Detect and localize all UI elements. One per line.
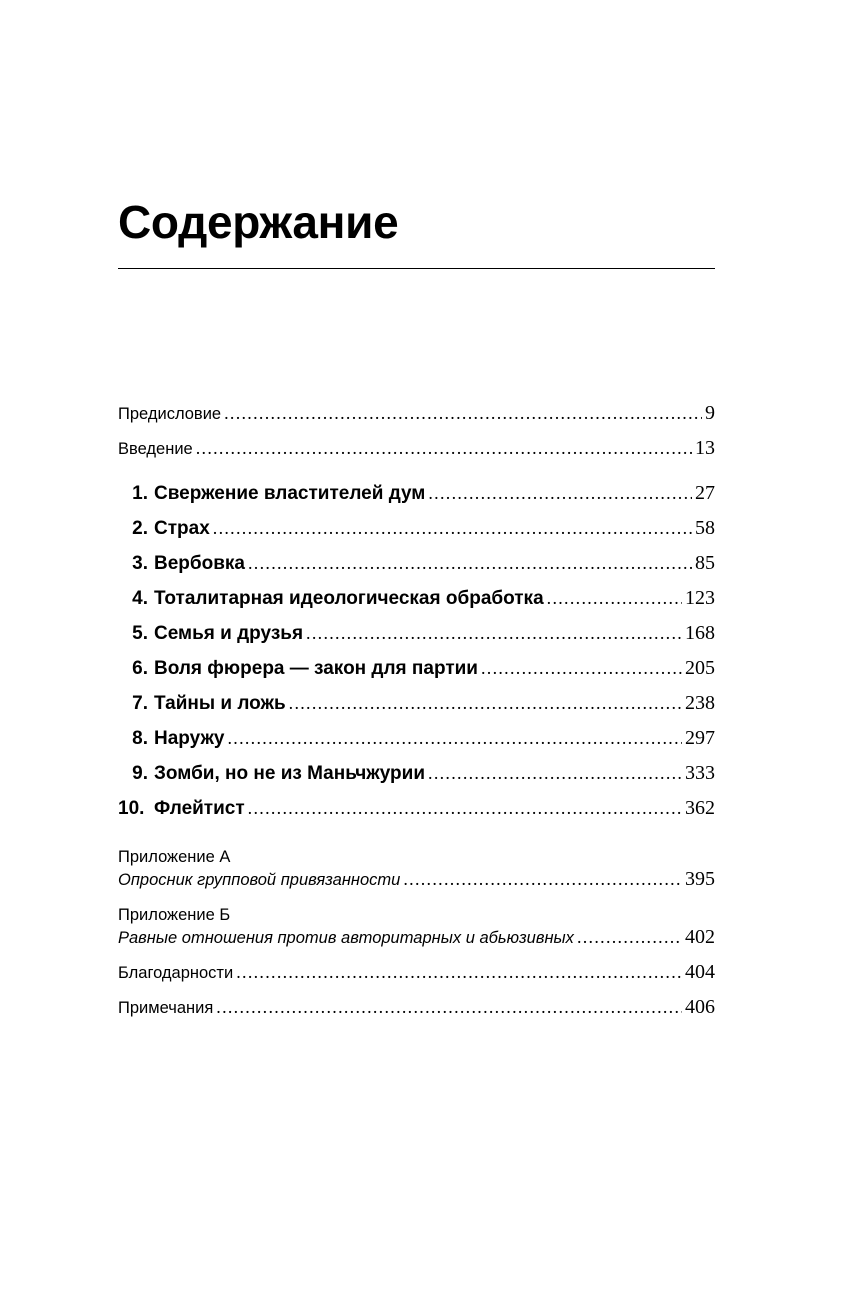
- toc-chapter-9[interactable]: [118, 762, 715, 788]
- dot-leader: [481, 658, 682, 679]
- toc-entry-page: 85: [695, 552, 715, 574]
- toc-entry-label: Введение: [118, 440, 193, 458]
- toc-entry-label: Примечания: [118, 999, 214, 1017]
- chapter-title: Наружу: [154, 728, 225, 749]
- toc-entry-notes[interactable]: [118, 996, 715, 1022]
- chapter-title: Вербовка: [154, 553, 245, 574]
- dot-leader: [216, 997, 682, 1018]
- toc-chapter-7[interactable]: [118, 692, 715, 718]
- dot-leader: [248, 798, 682, 819]
- toc-entry-page: 58: [695, 517, 715, 539]
- dot-leader: [289, 693, 682, 714]
- dot-leader: [213, 518, 692, 539]
- chapter-title: Тоталитарная идеологическая обработка: [154, 588, 544, 609]
- dot-leader: [403, 869, 682, 890]
- dot-leader: [306, 623, 682, 644]
- toc-entry-label: Предисловие: [118, 405, 222, 423]
- toc-chapter-4[interactable]: [118, 587, 715, 613]
- toc-entry-page: 362: [685, 797, 715, 819]
- dot-leader: [428, 763, 682, 784]
- toc-entry-page: 13: [695, 437, 715, 459]
- toc-entry-page: 333: [685, 762, 715, 784]
- dot-leader: [547, 588, 682, 609]
- chapter-number: 1.: [132, 483, 148, 504]
- toc-chapter-3[interactable]: [118, 552, 715, 578]
- chapter-title: Тайны и ложь: [154, 693, 286, 714]
- toc-chapter-6[interactable]: [118, 657, 715, 683]
- toc-appendix-a[interactable]: [118, 868, 715, 894]
- toc-entry-introduction[interactable]: [118, 437, 715, 463]
- toc-entry-label: Благодарности: [118, 964, 234, 982]
- chapter-number: 5.: [132, 623, 148, 644]
- toc-appendix-b[interactable]: [118, 926, 715, 952]
- chapter-number: 10.: [118, 798, 145, 819]
- dot-leader: [236, 962, 682, 983]
- toc-entry-page: 404: [685, 961, 715, 983]
- toc-entry-page: 205: [685, 657, 715, 679]
- chapter-number: 8.: [132, 728, 148, 749]
- dot-leader: [227, 728, 682, 749]
- toc-chapter-8[interactable]: [118, 727, 715, 753]
- toc-entry-label: Опросник групповой привязанности: [118, 871, 401, 889]
- chapter-number: 2.: [132, 518, 148, 539]
- toc-chapter-10[interactable]: [118, 797, 715, 823]
- toc-entry-page: 297: [685, 727, 715, 749]
- chapter-title: Свержение властителей дум: [154, 483, 426, 504]
- toc-entry-page: 402: [685, 926, 715, 948]
- toc-entry-page: 395: [685, 868, 715, 890]
- dot-leader: [577, 927, 682, 948]
- dot-leader: [428, 483, 692, 504]
- chapter-number: 9.: [132, 763, 148, 784]
- chapter-title: Семья и друзья: [154, 623, 304, 644]
- chapter-number: 4.: [132, 588, 148, 609]
- toc-entry-preface[interactable]: [118, 402, 715, 428]
- chapter-number: 3.: [132, 553, 148, 574]
- dot-leader: [248, 553, 692, 574]
- toc-entry-page: 27: [695, 482, 715, 504]
- toc-entry-page: 9: [705, 402, 715, 424]
- toc-entry-page: 168: [685, 622, 715, 644]
- toc-entry-page: 406: [685, 996, 715, 1018]
- title-divider: [118, 268, 715, 269]
- appendix-a-heading: Приложение А: [118, 848, 231, 866]
- toc-entry-page: 238: [685, 692, 715, 714]
- dot-leader: [196, 438, 692, 459]
- chapter-number: 7.: [132, 693, 148, 714]
- appendix-b-heading: Приложение Б: [118, 906, 231, 924]
- toc-chapter-5[interactable]: [118, 622, 715, 648]
- toc-entry-label: Равные отношения против авторитарных и абьюзивных: [118, 929, 574, 947]
- dot-leader: [224, 403, 702, 424]
- chapter-number: 6.: [132, 658, 148, 679]
- toc-entry-page: 123: [685, 587, 715, 609]
- chapter-title: Флейтист: [154, 798, 245, 819]
- toc-chapter-2[interactable]: [118, 517, 715, 543]
- chapter-title: Воля фюрера — закон для партии: [154, 658, 478, 679]
- toc-chapter-1[interactable]: [118, 482, 715, 508]
- toc-entry-acknowledgements[interactable]: [118, 961, 715, 987]
- chapter-title: Зомби, но не из Маньчжурии: [154, 763, 426, 784]
- chapter-title: Страх: [154, 518, 210, 539]
- page-title: Содержание: [118, 196, 399, 248]
